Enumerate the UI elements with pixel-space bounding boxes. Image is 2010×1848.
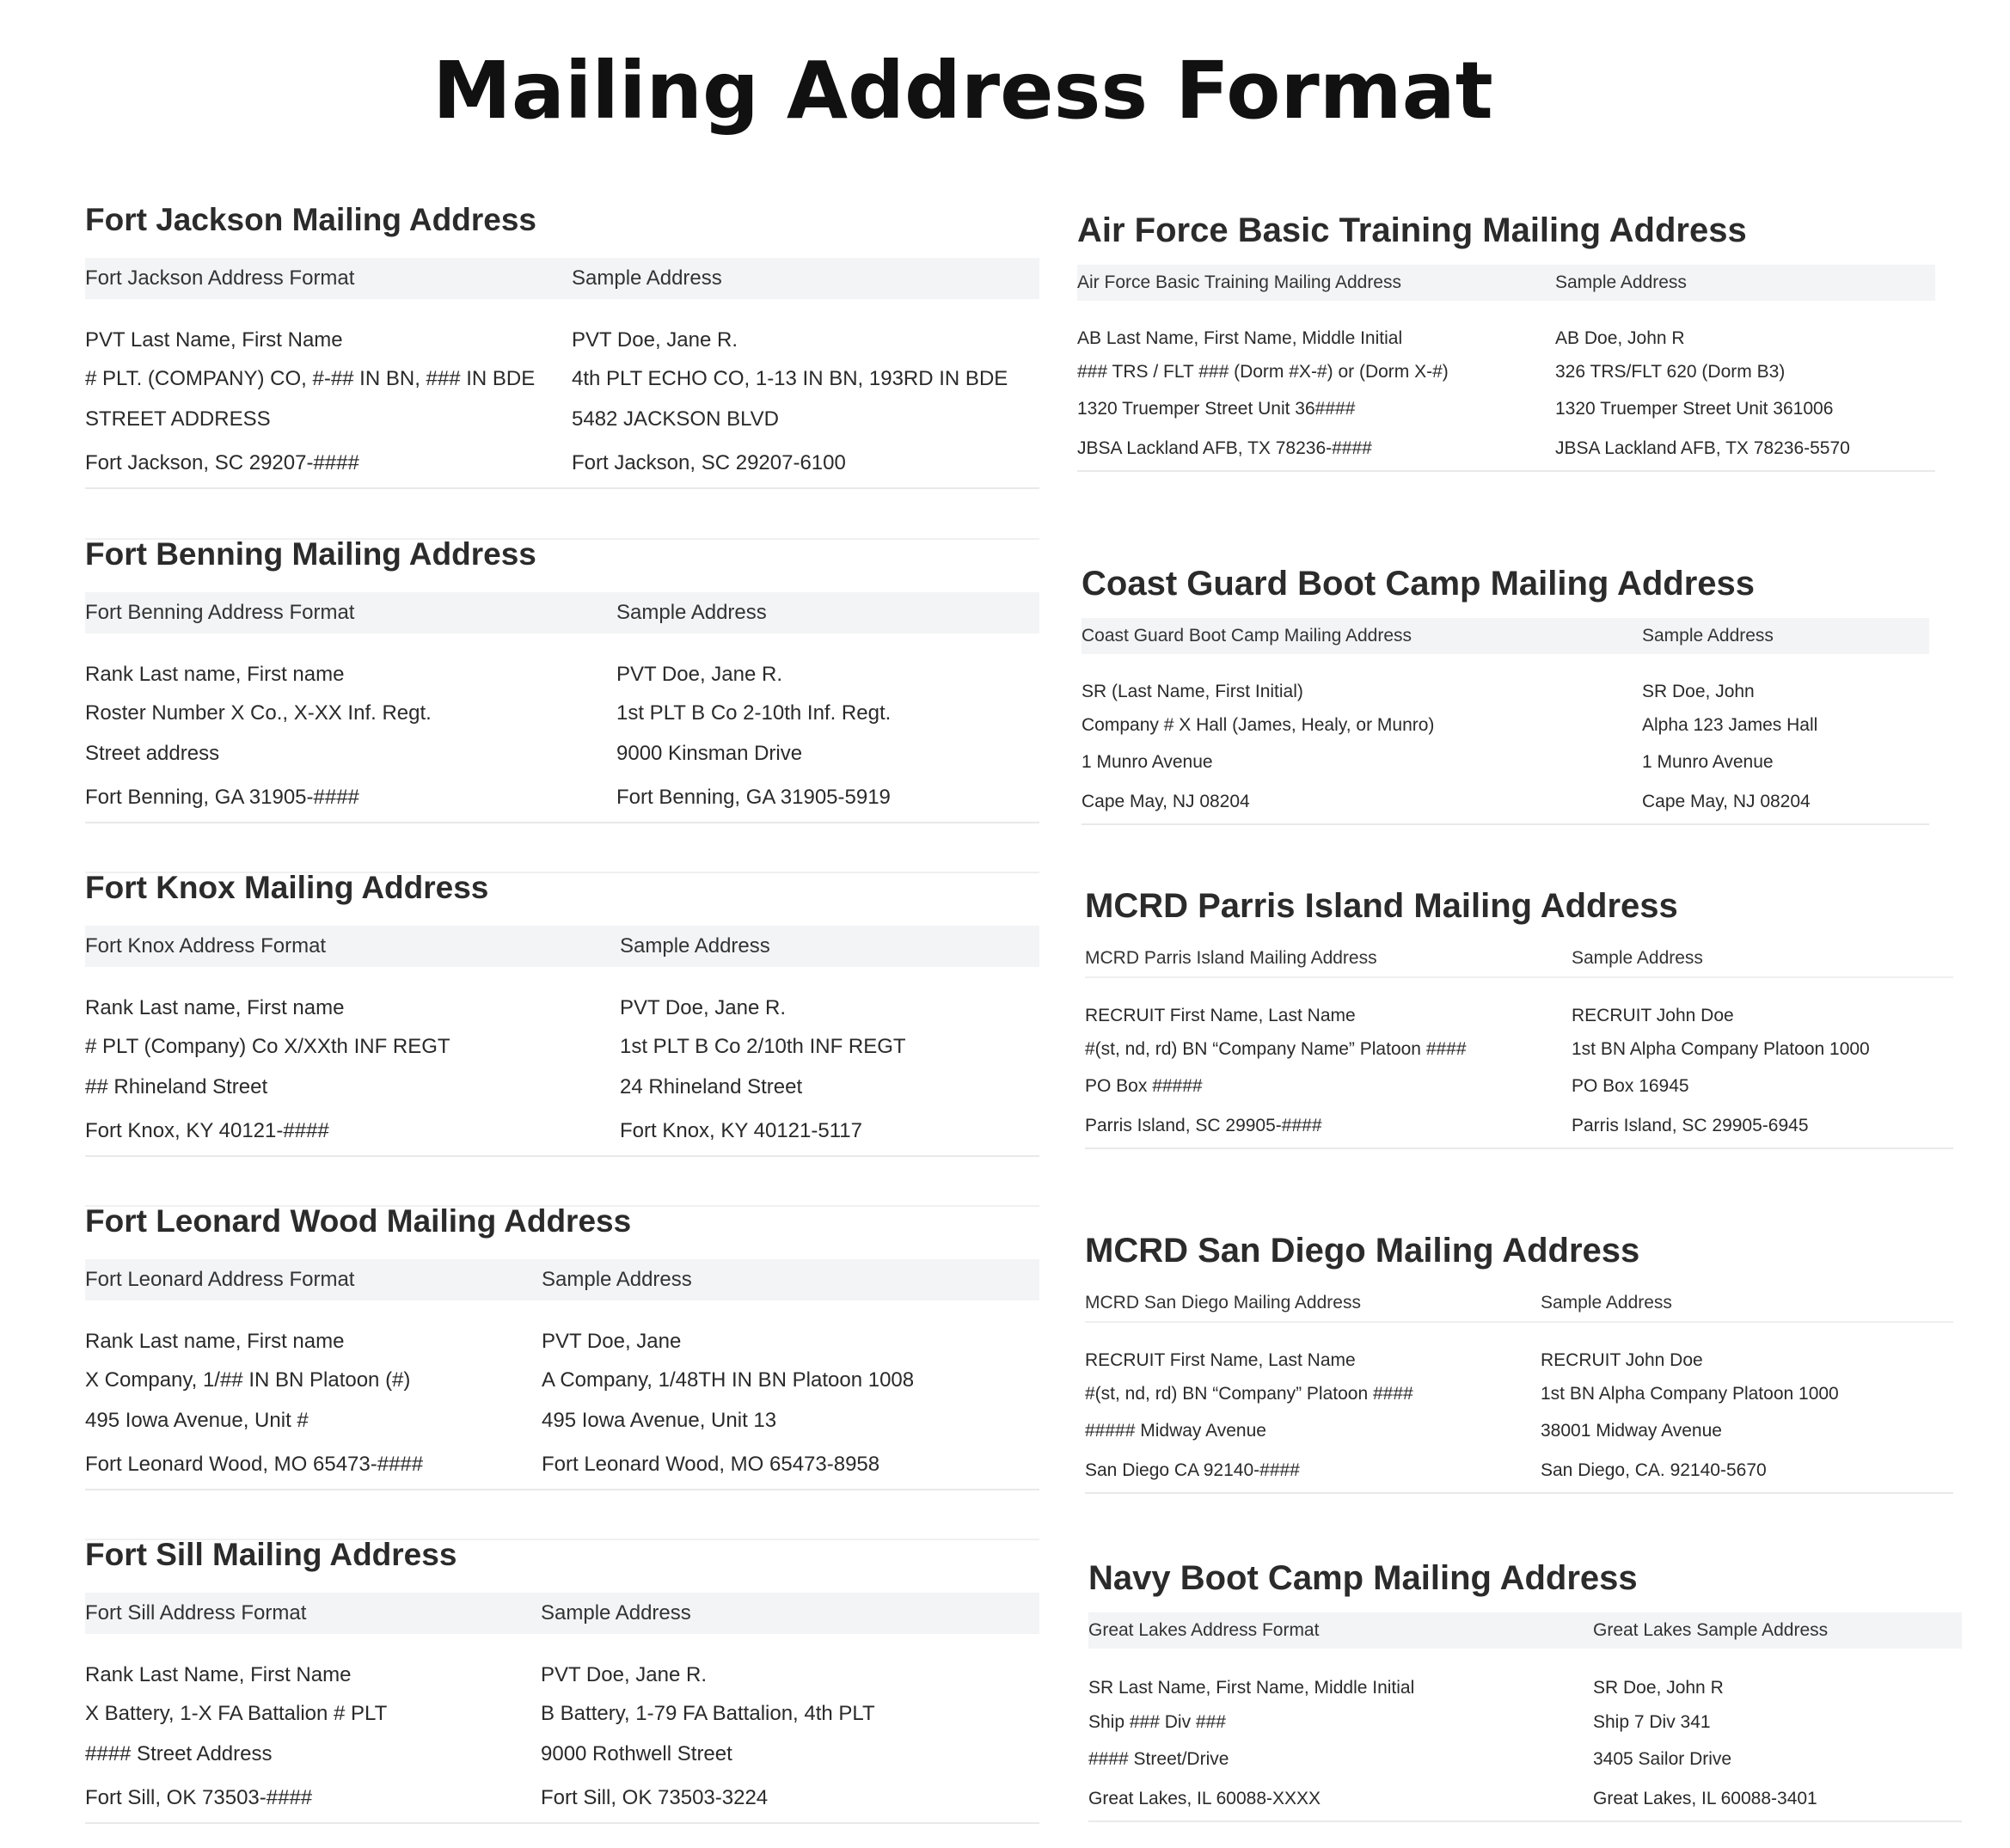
format-cell: 1320 Truemper Street Unit 36#### <box>1077 398 1356 419</box>
sample-cell: SR Doe, John <box>1642 682 1755 701</box>
format-cell: Fort Leonard Wood, MO 65473-#### <box>85 1441 542 1490</box>
sample-cell: Parris Island, SC 29905-6945 <box>1572 1105 1953 1148</box>
address-table <box>85 1593 1039 1824</box>
sample-cell: 5482 JACKSON BLVD <box>572 407 779 431</box>
sample-cell: RECRUIT John Doe <box>1541 1350 1703 1370</box>
table-header-row <box>85 1593 1039 1634</box>
format-cell: X Company, 1/## IN BN Platoon (#) <box>85 1368 411 1392</box>
table-row <box>1085 1413 1953 1450</box>
address-table <box>1082 618 1929 825</box>
section-heading: Fort Jackson Mailing Address <box>85 202 536 237</box>
table-row <box>1085 1068 1953 1105</box>
air-force-section <box>1077 205 1935 472</box>
table-row <box>1082 654 1929 707</box>
section-heading: Fort Knox Mailing Address <box>85 870 489 905</box>
table-row <box>85 1774 1039 1823</box>
table-row <box>1088 1704 1962 1741</box>
table-row <box>1085 1322 1953 1376</box>
section-heading: MCRD San Diego Mailing Address <box>1085 1232 1640 1270</box>
table-row <box>85 967 1039 1026</box>
section-heading: Air Force Basic Training Mailing Address <box>1077 211 1747 249</box>
address-table <box>85 258 1039 489</box>
format-cell: Great Lakes, IL 60088-XXXX <box>1088 1778 1593 1821</box>
sample-cell: Great Lakes, IL 60088-3401 <box>1593 1778 1962 1821</box>
table-row <box>1085 1105 1953 1148</box>
table-row <box>1088 1649 1962 1704</box>
format-cell: STREET ADDRESS <box>85 407 271 431</box>
table-row <box>1082 780 1929 824</box>
table-header-row <box>1088 1612 1962 1649</box>
col-header-sample: Sample Address <box>616 592 1039 633</box>
sample-cell: 1st PLT B Co 2/10th INF REGT <box>620 1034 906 1058</box>
format-cell: Rank Last name, First name <box>85 663 345 686</box>
table-row <box>1085 1376 1953 1413</box>
table-row <box>85 439 1039 488</box>
col-header-format: Fort Sill Address Format <box>85 1593 541 1634</box>
col-header-format: Coast Guard Boot Camp Mailing Address <box>1082 618 1642 654</box>
format-cell: JBSA Lackland AFB, TX 78236-#### <box>1077 427 1555 471</box>
section-heading: Fort Sill Mailing Address <box>85 1537 457 1572</box>
col-header-sample: Sample Address <box>541 1593 1039 1634</box>
sample-cell: Fort Leonard Wood, MO 65473-8958 <box>542 1441 1039 1490</box>
format-cell: Fort Jackson, SC 29207-#### <box>85 439 572 488</box>
address-table <box>85 1259 1039 1490</box>
fort-jackson-section <box>85 196 1039 489</box>
format-cell: PVT Last Name, First Name <box>85 328 343 352</box>
sample-cell: 9000 Rothwell Street <box>541 1741 732 1765</box>
format-cell: SR Last Name, First Name, Middle Initial <box>1088 1678 1415 1698</box>
format-cell: #(st, nd, rd) BN “Company Name” Platoon #### <box>1085 1039 1467 1060</box>
table-row <box>85 1360 1039 1400</box>
table-row <box>85 1693 1039 1734</box>
table-row <box>85 358 1039 399</box>
format-cell: #(st, nd, rd) BN “Company” Platoon #### <box>1085 1384 1413 1404</box>
fort-leonard-wood-section <box>85 1197 1039 1490</box>
format-cell: Rank Last name, First name <box>85 996 345 1019</box>
coast-guard-section <box>1082 558 1929 825</box>
sample-cell: 3405 Sailor Drive <box>1593 1748 1732 1769</box>
sample-cell: Fort Jackson, SC 29207-6100 <box>572 439 1039 488</box>
col-header-sample: Sample Address <box>1541 1285 1953 1322</box>
sample-cell: Fort Benning, GA 31905-5919 <box>616 774 1039 823</box>
format-cell: Rank Last name, First name <box>85 1330 345 1353</box>
table-row <box>1082 744 1929 781</box>
sample-cell: 9000 Kinsman Drive <box>616 741 803 765</box>
format-cell: 1 Munro Avenue <box>1082 751 1213 772</box>
sample-cell: A Company, 1/48TH IN BN Platoon 1008 <box>542 1368 915 1392</box>
format-cell: RECRUIT First Name, Last Name <box>1085 1006 1356 1025</box>
table-row <box>85 1026 1039 1067</box>
table-row <box>1088 1778 1962 1821</box>
col-header-format: Fort Leonard Address Format <box>85 1259 542 1300</box>
format-cell: #### Street/Drive <box>1088 1748 1229 1769</box>
sample-cell: PO Box 16945 <box>1572 1075 1689 1096</box>
table-row <box>1085 977 1953 1031</box>
format-cell: ##### Midway Avenue <box>1085 1420 1266 1441</box>
sample-cell: 1st BN Alpha Company Platoon 1000 <box>1572 1039 1870 1060</box>
col-header-format: Fort Jackson Address Format <box>85 258 572 299</box>
sample-cell: PVT Doe, Jane <box>542 1330 682 1353</box>
san-diego-section <box>1085 1225 1953 1494</box>
navy-section <box>1088 1552 1962 1822</box>
format-cell: Fort Knox, KY 40121-#### <box>85 1107 620 1156</box>
fort-sill-section <box>85 1531 1039 1824</box>
sample-cell: PVT Doe, Jane R. <box>572 328 738 352</box>
table-header-row <box>1085 940 1953 977</box>
sample-cell: 1320 Truemper Street Unit 361006 <box>1555 398 1834 419</box>
section-heading: Fort Leonard Wood Mailing Address <box>85 1203 632 1239</box>
table-row <box>85 733 1039 774</box>
sample-cell: 4th PLT ECHO CO, 1-13 IN BN, 193RD IN BDE <box>572 366 1008 390</box>
section-heading: Coast Guard Boot Camp Mailing Address <box>1082 565 1756 603</box>
sample-cell: 495 Iowa Avenue, Unit 13 <box>542 1408 777 1432</box>
col-header-format: Fort Benning Address Format <box>85 592 616 633</box>
table-row <box>85 1107 1039 1156</box>
address-table <box>1077 265 1935 472</box>
col-header-sample: Sample Address <box>572 258 1039 299</box>
format-cell: Company # X Hall (James, Healy, or Munro) <box>1082 715 1435 736</box>
sample-cell: 24 Rhineland Street <box>620 1074 803 1098</box>
table-header-row <box>85 592 1039 633</box>
table-row <box>1077 301 1935 354</box>
col-header-sample: Sample Address <box>620 926 1039 967</box>
col-header-sample: Sample Address <box>1555 265 1935 301</box>
col-header-sample: Sample Address <box>1572 940 1953 977</box>
format-cell: PO Box ##### <box>1085 1075 1203 1096</box>
table-row <box>85 399 1039 439</box>
col-header-format: Fort Knox Address Format <box>85 926 620 967</box>
format-cell: San Diego CA 92140-#### <box>1085 1449 1541 1493</box>
table-row <box>1085 1031 1953 1068</box>
sample-cell: AB Doe, John R <box>1555 328 1685 348</box>
sample-cell: PVT Doe, Jane R. <box>620 996 786 1019</box>
table-row <box>85 1634 1039 1693</box>
address-table <box>1085 940 1953 1149</box>
table-row <box>1085 1449 1953 1493</box>
format-cell: Ship ### Div ### <box>1088 1711 1226 1732</box>
sample-cell: 1 Munro Avenue <box>1642 751 1774 772</box>
sample-cell: JBSA Lackland AFB, TX 78236-5570 <box>1555 427 1935 471</box>
fort-knox-section <box>85 864 1039 1157</box>
sample-cell: Ship 7 Div 341 <box>1593 1711 1711 1732</box>
format-cell: ### TRS / FLT ### (Dorm #X-#) or (Dorm X-#) <box>1077 362 1449 382</box>
sample-cell: B Battery, 1-79 FA Battalion, 4th PLT <box>541 1701 875 1725</box>
col-header-sample: Sample Address <box>542 1259 1039 1300</box>
table-row <box>1077 391 1935 428</box>
format-cell: RECRUIT First Name, Last Name <box>1085 1350 1356 1370</box>
address-table <box>85 926 1039 1157</box>
fort-benning-section <box>85 530 1039 823</box>
sample-cell: 1st PLT B Co 2-10th Inf. Regt. <box>616 701 892 725</box>
format-cell: SR (Last Name, First Initial) <box>1082 682 1303 701</box>
table-header-row <box>1077 265 1935 301</box>
format-cell: ## Rhineland Street <box>85 1074 268 1098</box>
format-cell: #### Street Address <box>85 1741 273 1765</box>
page-title: Mailing Address Format <box>432 45 1493 137</box>
col-header-format: Air Force Basic Training Mailing Address <box>1077 265 1555 301</box>
format-cell: Rank Last Name, First Name <box>85 1663 352 1686</box>
table-row <box>1088 1741 1962 1778</box>
table-row <box>85 1067 1039 1107</box>
address-table <box>85 592 1039 823</box>
table-row <box>85 1400 1039 1441</box>
sample-cell: RECRUIT John Doe <box>1572 1006 1734 1025</box>
section-heading: Navy Boot Camp Mailing Address <box>1088 1559 1638 1597</box>
section-heading: Fort Benning Mailing Address <box>85 536 536 572</box>
table-header-row <box>85 926 1039 967</box>
table-row <box>85 1734 1039 1774</box>
section-heading: MCRD Parris Island Mailing Address <box>1085 887 1678 925</box>
col-header-sample: Sample Address <box>1642 618 1929 654</box>
sample-cell: Alpha 123 James Hall <box>1642 715 1818 736</box>
table-row <box>1077 427 1935 471</box>
sample-cell: PVT Doe, Jane R. <box>541 1663 707 1686</box>
table-row <box>85 633 1039 693</box>
table-header-row <box>85 258 1039 299</box>
sample-cell: 38001 Midway Avenue <box>1541 1420 1722 1441</box>
table-row <box>85 299 1039 358</box>
format-cell: Roster Number X Co., X-XX Inf. Regt. <box>85 701 432 725</box>
table-row <box>1077 354 1935 391</box>
address-table <box>1085 1285 1953 1494</box>
table-row <box>85 693 1039 733</box>
col-header-format: MCRD San Diego Mailing Address <box>1085 1285 1541 1322</box>
format-cell: 495 Iowa Avenue, Unit # <box>85 1408 309 1432</box>
sample-cell: Cape May, NJ 08204 <box>1642 780 1929 824</box>
table-row <box>85 1441 1039 1490</box>
table-header-row <box>1085 1285 1953 1322</box>
address-table <box>1088 1612 1962 1822</box>
format-cell: Street address <box>85 741 220 765</box>
sample-cell: PVT Doe, Jane R. <box>616 663 782 686</box>
table-header-row <box>85 1259 1039 1300</box>
format-cell: Fort Sill, OK 73503-#### <box>85 1774 541 1823</box>
sample-cell: Fort Sill, OK 73503-3224 <box>541 1774 1039 1823</box>
format-cell: # PLT (Company) Co X/XXth INF REGT <box>85 1034 450 1058</box>
sample-cell: 1st BN Alpha Company Platoon 1000 <box>1541 1384 1839 1404</box>
table-row <box>85 774 1039 823</box>
format-cell: Parris Island, SC 29905-#### <box>1085 1105 1572 1148</box>
format-cell: Fort Benning, GA 31905-#### <box>85 774 616 823</box>
sample-cell: San Diego, CA. 92140-5670 <box>1541 1449 1953 1493</box>
parris-island-section <box>1085 880 1953 1149</box>
sample-cell: SR Doe, John R <box>1593 1678 1724 1698</box>
sample-cell: Fort Knox, KY 40121-5117 <box>620 1107 1039 1156</box>
col-header-format: Great Lakes Address Format <box>1088 1612 1593 1649</box>
col-header-sample: Great Lakes Sample Address <box>1593 1612 1962 1649</box>
sample-cell: 326 TRS/FLT 620 (Dorm B3) <box>1555 362 1786 382</box>
format-cell: AB Last Name, First Name, Middle Initial <box>1077 328 1403 348</box>
table-row <box>85 1300 1039 1360</box>
table-row <box>1082 707 1929 744</box>
table-header-row <box>1082 618 1929 654</box>
format-cell: Cape May, NJ 08204 <box>1082 780 1642 824</box>
format-cell: X Battery, 1-X FA Battalion # PLT <box>85 1701 388 1725</box>
format-cell: # PLT. (COMPANY) CO, #-## IN BN, ### IN BDE <box>85 366 536 390</box>
col-header-format: MCRD Parris Island Mailing Address <box>1085 940 1572 977</box>
